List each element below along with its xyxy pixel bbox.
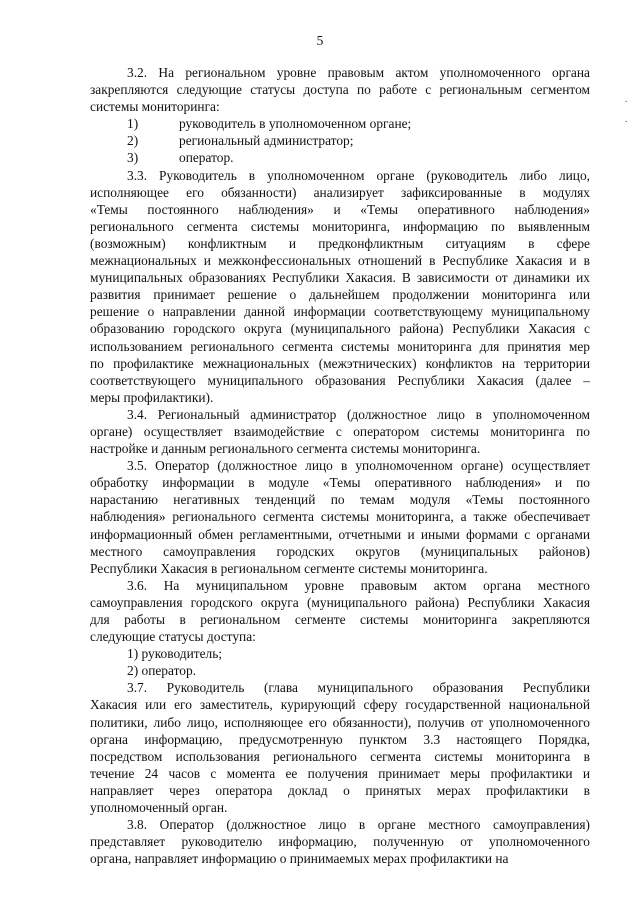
text-line: решение о направлении данной информации соответствующему муниципальному xyxy=(90,304,590,320)
text-line: информационный обмен регламентными, отчетными и иными формами с органами xyxy=(90,526,590,542)
paragraph xyxy=(90,662,590,679)
text-line: образованию городского округа (муниципального района) Республики Хакасия с xyxy=(90,321,590,337)
text-line: 3.4. Региональный администратор (должностное лицо в уполномоченном xyxy=(127,406,590,422)
margin-mark: · xyxy=(624,96,628,108)
text-line: межнациональных и межконфессиональных отношений в Республике Хакасия и в xyxy=(90,253,590,269)
list-item xyxy=(90,132,590,149)
text-line: 3.2. На региональном уровне правовым актом уполномоченного органа xyxy=(127,65,590,80)
text-line: политики, либо лицо, исполняющее его обязанности), получив от уполномоченного xyxy=(90,714,590,730)
text-line: самоуправления городского округа (муниципального района) Республики Хакасия xyxy=(90,594,590,610)
text-line: развития принимает решение о дальнейшем продолжении мониторинга или xyxy=(90,287,590,303)
text-line: по профилактике межнациональных (межэтнических) конфликтов на территории xyxy=(90,355,590,371)
text-line: местного самоуправления городских округов (муниципальных районов) xyxy=(90,543,590,559)
text-line: следующие статусы доступа: xyxy=(90,629,256,645)
list-text: руководитель в уполномоченном органе; xyxy=(179,116,412,132)
paragraph xyxy=(90,64,590,115)
text-line: направляет через оператора доклад о принятых мерах профилактики в xyxy=(90,782,590,798)
margin-mark: · xyxy=(624,116,628,128)
text-line: меры профилактики). xyxy=(90,389,214,405)
text-line: регионального сегмента системы мониторинга, информацию по выявленным xyxy=(90,218,590,234)
list-text: оператор. xyxy=(179,150,234,166)
text-line: обработку информации в модуле «Темы оперативного наблюдения» и по xyxy=(90,475,590,491)
paragraph xyxy=(90,167,590,406)
paragraph xyxy=(90,679,590,816)
paragraph xyxy=(90,457,590,577)
paragraph xyxy=(90,816,590,867)
text-line: течение 24 часов с момента ее получения принимает меры профилактики и xyxy=(90,765,590,781)
text-line: соответствующего муниципального образования Республики Хакасия (далее – xyxy=(90,372,590,388)
list-text: региональный администратор; xyxy=(179,133,354,149)
text-line: муниципальных образованиях Республики Хакасия. В зависимости от динамики их xyxy=(90,270,590,286)
page-number: 5 xyxy=(316,33,324,48)
text-line: 3.5. Оператор (должностное лицо в уполномоченном органе) осуществляет xyxy=(127,458,590,474)
text-line: нарастанию негативных тенденций по темам модуля «Темы постоянного xyxy=(90,492,590,508)
text-line: 3.6. На муниципальном уровне правовым актом органа местного xyxy=(127,577,590,593)
text-line: органе) осуществляет взаимодействие с оператором системы мониторинга по xyxy=(90,423,590,439)
paragraph xyxy=(90,406,590,457)
text-line: Республики Хакасия в региональном сегменте системы мониторинга. xyxy=(90,560,488,576)
text-line: для работы в региональном сегменте системы мониторинга закрепляются xyxy=(90,612,590,627)
text-line: органа информацию, предусмотренную пунктом 3.3 настоящего Порядка, xyxy=(90,731,590,747)
text-line: посредством использования регионального сегмента системы мониторинга в xyxy=(90,748,590,764)
text-line: Хакасия или его заместитель, курирующий сферу государственной национальной xyxy=(90,697,590,713)
list-number: 2) xyxy=(127,133,139,149)
document-body xyxy=(90,64,590,867)
text-line: закрепляются следующие статусы доступа по работе с региональным сегментом xyxy=(90,82,590,98)
text-line: использованием регионального сегмента системы мониторинга для принятия мер xyxy=(90,338,590,354)
text-line: наблюдения» регионального сегмента системы мониторинга, а также обеспечивает xyxy=(90,509,590,525)
text-line: «Темы постоянного наблюдения» и «Темы оперативного наблюдения» xyxy=(90,201,590,217)
text-line: (возможным) конфликтным и предконфликтным ситуациям в сфере xyxy=(90,235,590,251)
text-line: исполняющее его обязанности) анализирует зафиксированные в модулях xyxy=(90,184,590,200)
text-line: представляет руководителю информацию, полученную от уполномоченного xyxy=(90,834,590,850)
text-line: 2) оператор. xyxy=(127,663,197,679)
paragraph xyxy=(90,577,590,645)
text-line: 3.8. Оператор (должностное лицо в органе местного самоуправления) xyxy=(127,817,590,833)
list-item xyxy=(90,149,590,166)
text-line: 3.7. Руководитель (глава муниципального образования Республики xyxy=(127,680,590,696)
text-line: настройке и данным регионального сегмента системы мониторинга. xyxy=(90,441,481,457)
list-item xyxy=(90,115,590,132)
text-line: уполномоченный орган. xyxy=(90,800,228,816)
text-line: системы мониторинга: xyxy=(90,99,220,115)
paragraph xyxy=(90,645,590,662)
text-line: 1) руководитель; xyxy=(127,646,223,662)
list-number: 1) xyxy=(127,116,139,132)
list-number: 3) xyxy=(127,150,139,166)
text-line: 3.3. Руководитель в уполномоченном органе (руководитель либо лицо, xyxy=(127,167,590,183)
text-line: органа, направляет информацию о принимаемых мерах профилактики на xyxy=(90,851,509,867)
